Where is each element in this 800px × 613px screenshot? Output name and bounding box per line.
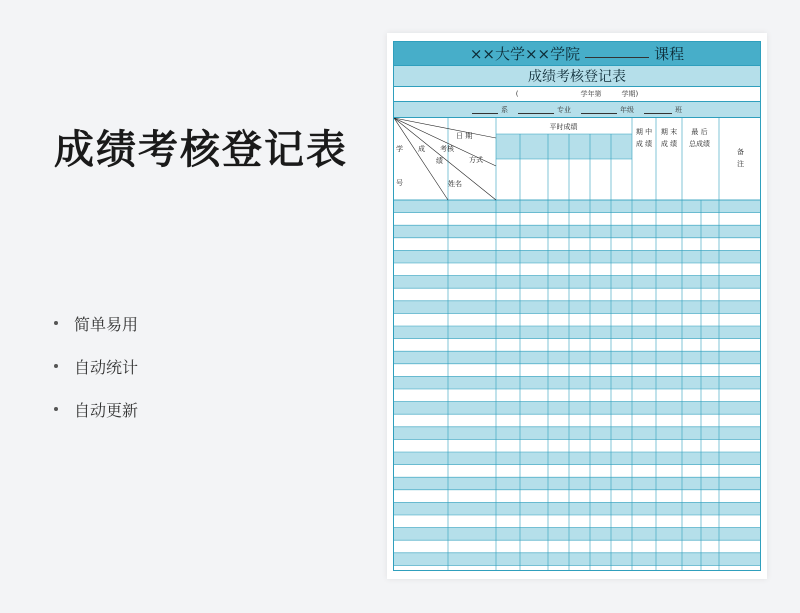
header-exam-method: 考核 <box>440 145 454 153</box>
table-row <box>394 439 761 452</box>
header-date: 日 期 <box>456 132 473 140</box>
semester-line: ( 学年第 学期) <box>394 87 760 102</box>
feature-item: 自动统计 <box>54 355 138 377</box>
table-row <box>394 339 761 352</box>
table-row <box>394 477 761 490</box>
form-preview <box>387 33 767 579</box>
header-name: 姓名 <box>448 180 462 188</box>
header-student-id: 号 <box>396 179 403 187</box>
class-line: 系 专业 年级 班 <box>394 102 760 118</box>
table-row <box>394 414 761 427</box>
header-remark: 备 注 <box>737 148 744 168</box>
table-row <box>394 313 761 326</box>
table-row <box>394 565 761 571</box>
table-row <box>394 452 761 465</box>
university-header: ××大学××学院 课程 <box>394 42 760 66</box>
course-blank <box>585 49 649 58</box>
table-row <box>394 528 761 541</box>
feature-list <box>54 312 138 441</box>
diagonal-line <box>394 118 496 138</box>
header-exam-method: 方式 <box>469 156 483 164</box>
bullet-icon <box>54 321 58 325</box>
header-student-id: 学 <box>396 145 403 153</box>
table-row <box>394 276 761 289</box>
table-row <box>394 238 761 251</box>
header-regular-grades: 平时成绩 <box>549 123 578 131</box>
sheet-title: 成绩考核登记表 <box>394 66 760 87</box>
table-row <box>394 200 761 213</box>
table-row <box>394 553 761 566</box>
header-final: 期 末 成 绩 <box>660 128 678 148</box>
table-row <box>394 515 761 528</box>
bullet-icon <box>54 364 58 368</box>
table-row <box>394 364 761 377</box>
table-row <box>394 389 761 402</box>
table-row <box>394 263 761 276</box>
table-row <box>394 427 761 440</box>
table-row <box>394 250 761 263</box>
table-row <box>394 326 761 339</box>
table-row <box>394 376 761 389</box>
header-total: 最 后 总成绩 <box>689 128 710 148</box>
bullet-icon <box>54 407 58 411</box>
feature-item: 简单易用 <box>54 312 138 334</box>
header-grade: 成 <box>418 145 425 153</box>
table-row <box>394 301 761 314</box>
table-row <box>394 465 761 478</box>
grade-table <box>394 118 761 571</box>
feature-item: 自动更新 <box>54 398 138 420</box>
table-row <box>394 502 761 515</box>
page-title: 成绩考核登记表 <box>54 127 348 173</box>
header-grade: 绩 <box>436 157 443 165</box>
table-row <box>394 402 761 415</box>
table-row <box>394 540 761 553</box>
header-midterm: 期 中 成 绩 <box>635 128 653 148</box>
regular-subheader-band <box>496 134 632 159</box>
table-row <box>394 225 761 238</box>
table-row <box>394 288 761 301</box>
table-row <box>394 490 761 503</box>
table-row <box>394 351 761 364</box>
table-row <box>394 213 761 226</box>
grade-sheet <box>393 41 761 571</box>
